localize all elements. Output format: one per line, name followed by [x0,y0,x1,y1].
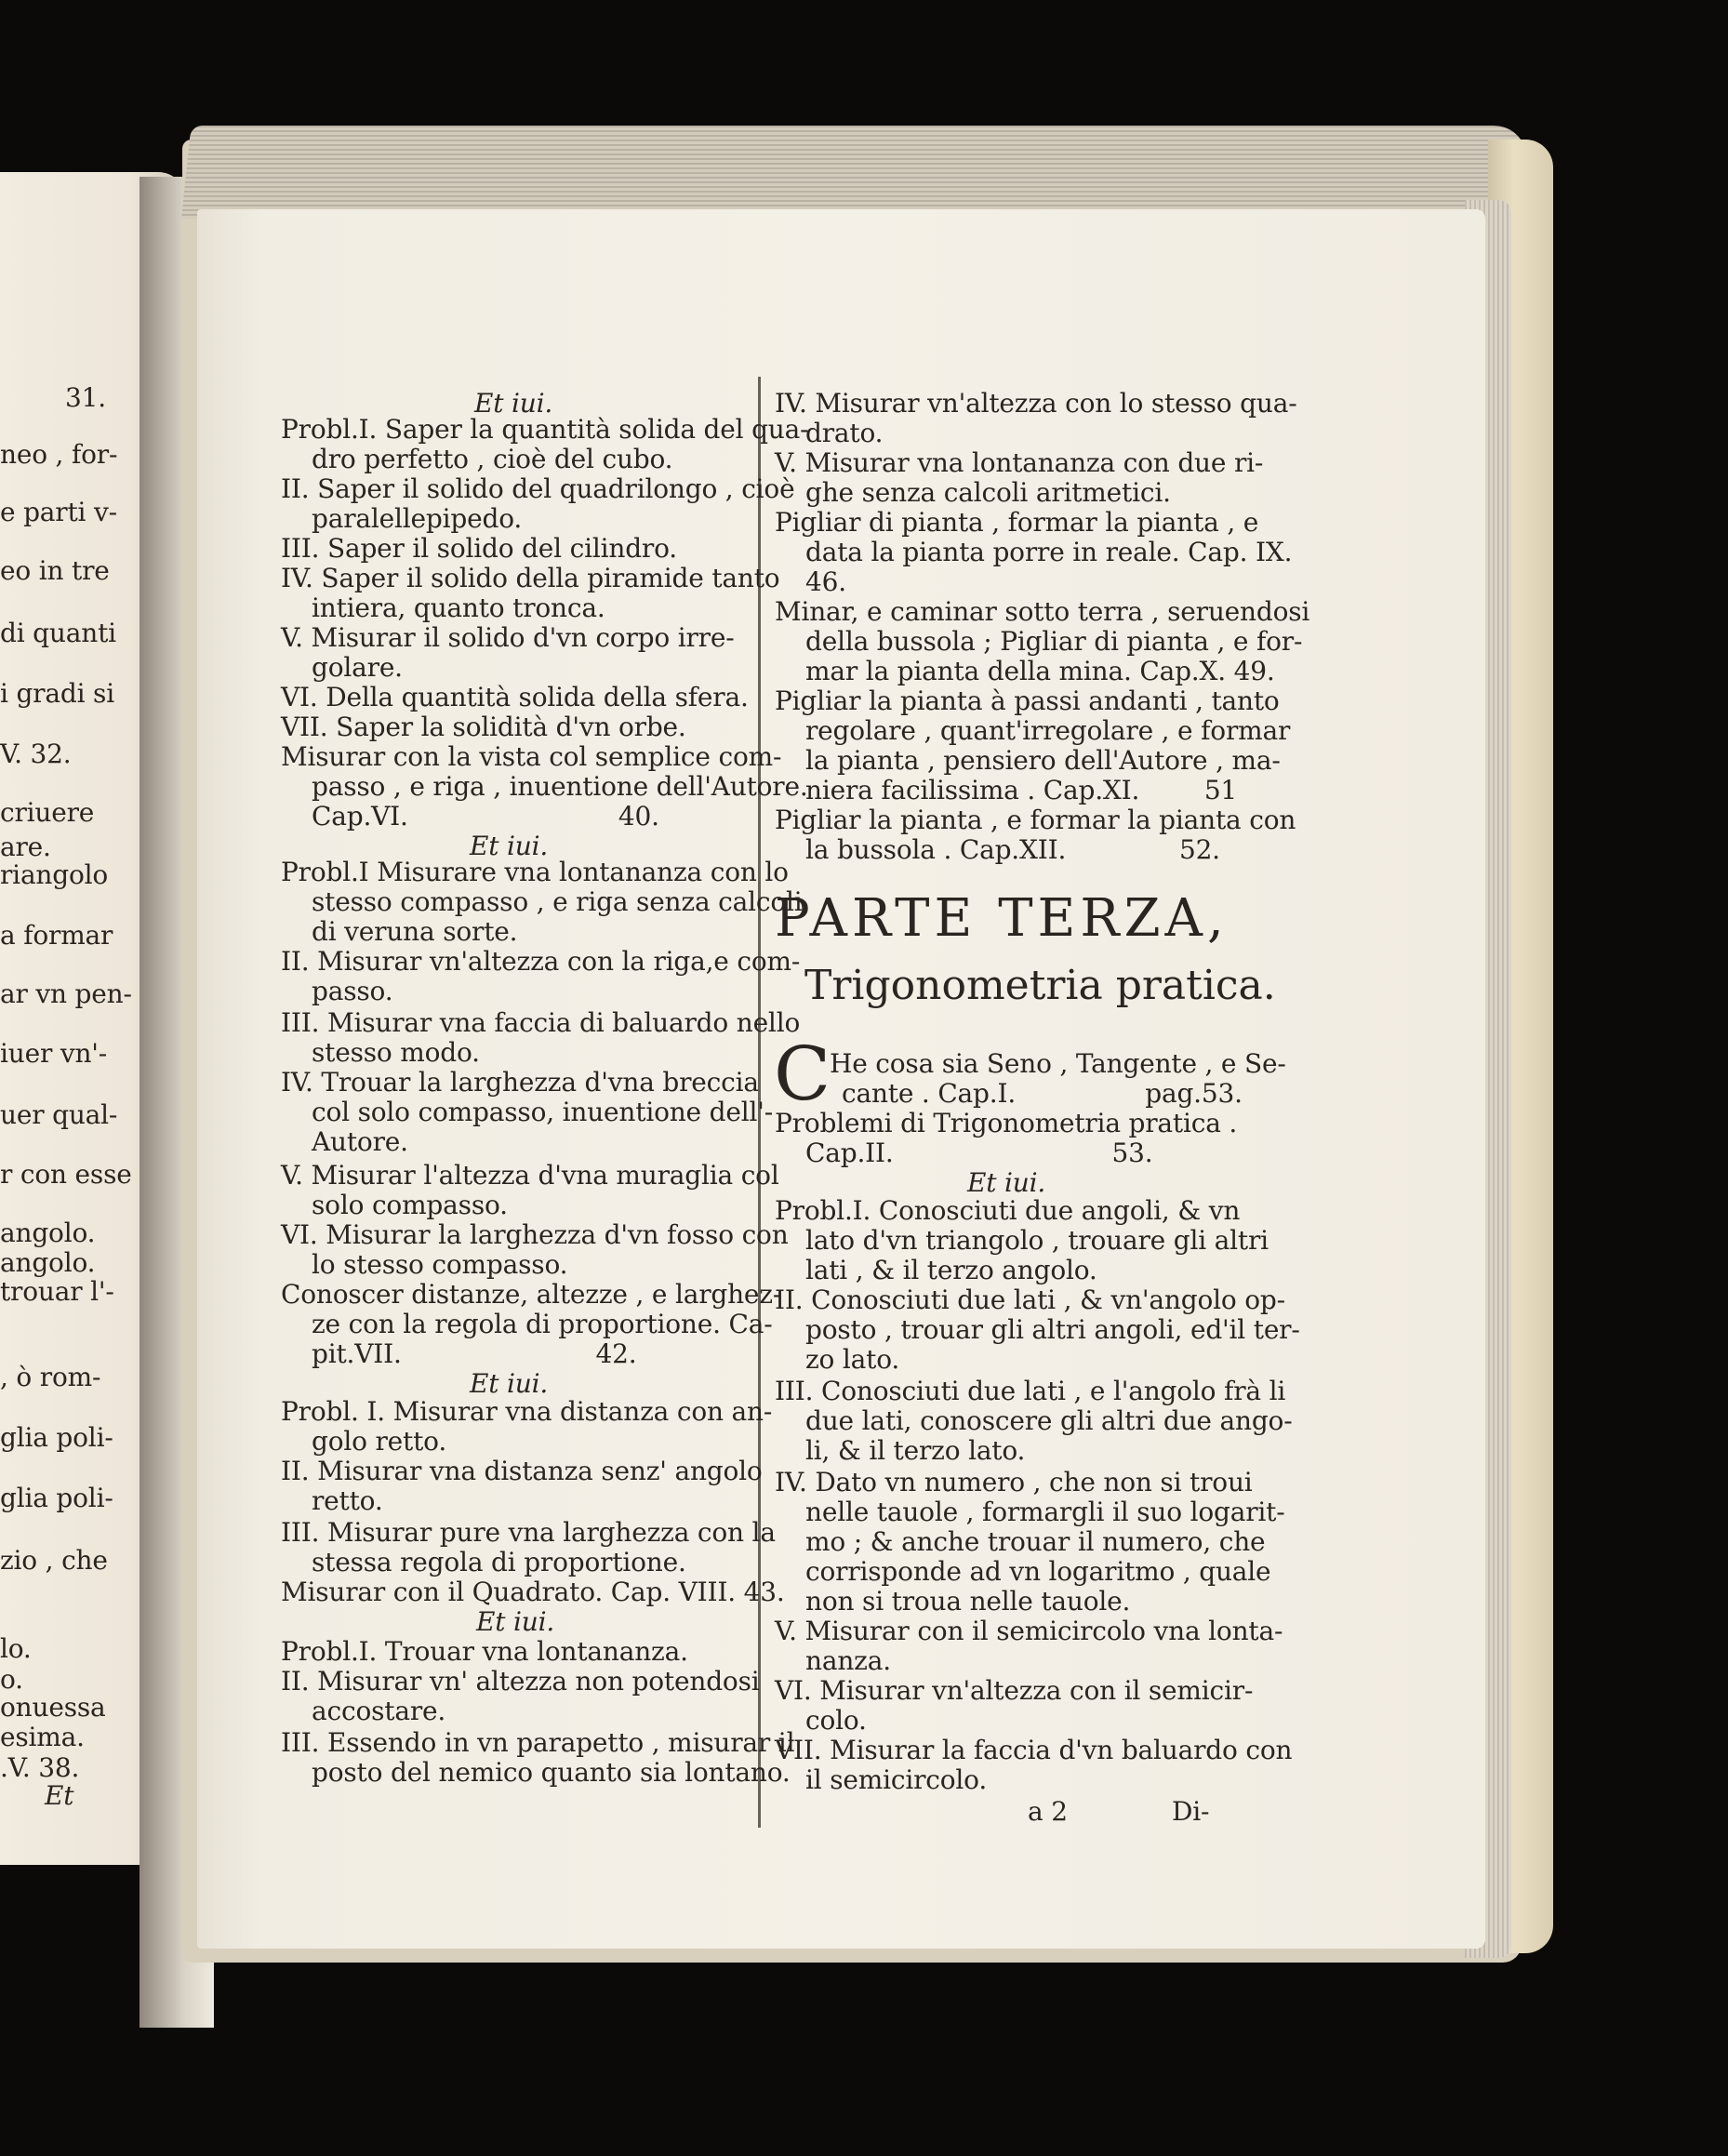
toc-entry: II. Saper il solido del quadrilongo , cioè [281,473,795,504]
toc-entry: VII. Misurar la faccia d'vn baluardo con [775,1735,1293,1765]
toc-entry: Problemi di Trigonometria pratica . [775,1108,1238,1138]
toc-entry: della bussola ; Pigliar di pianta , e for- [805,626,1303,657]
left-fragment: V. 32. [0,739,72,769]
toc-entry: pit.VII. 42. [312,1338,637,1369]
toc-entry: Misurar con la vista col semplice com- [281,741,782,772]
toc-entry: Cap.VI. 40. [312,801,659,832]
left-fragment: di quanti [0,618,116,648]
toc-entry: Misurar con il Quadrato. Cap. VIII. 43. [281,1577,785,1607]
left-fragment: ar vn pen- [0,978,132,1009]
toc-entry: il semicircolo. [805,1764,988,1795]
part-title: PARTE TERZA, [775,888,1229,949]
toc-entry: IV. Saper il solido della piramide tanto [281,563,780,593]
toc-entry: Probl. I. Misurar vna distanza con an- [281,1396,773,1427]
toc-entry: V. Misurar il solido d'vn corpo irre- [281,622,735,653]
toc-entry: ze con la regola di proportione. Ca- [312,1309,773,1339]
left-fragment: uer qual- [0,1099,118,1130]
left-fragment: e parti v- [0,497,117,527]
left-fragment: are. [0,832,51,862]
toc-entry: Minar, e caminar sotto terra , seruendosi [775,596,1310,627]
section-heading: Et iui. [476,1606,555,1637]
left-fragment: o. [0,1664,23,1695]
toc-entry: IV. Trouar la larghezza d'vna breccia [281,1067,759,1098]
left-fragment: .V. 38. [0,1752,80,1783]
left-fragment: onuessa [0,1692,106,1723]
toc-entry: Probl.I. Saper la quantità solida del qua- [281,414,809,445]
toc-entry: III. Conosciuti due lati , e l'angolo frà li [775,1376,1286,1406]
toc-entry: ghe senza calcoli aritmetici. [805,477,1171,508]
toc-entry: data la pianta porre in reale. Cap. IX. [805,537,1293,567]
toc-entry: II. Conosciuti due lati , & vn'angolo op- [775,1284,1285,1315]
toc-entry: Probl.I. Conosciuti due angoli, & vn [775,1195,1241,1226]
toc-entry: III. Saper il solido del cilindro. [281,533,677,564]
toc-entry: dro perfetto , cioè del cubo. [312,444,673,474]
section-heading: Et iui. [470,831,549,861]
toc-entry: regolare , quant'irregolare , e formar [805,715,1291,746]
toc-entry: VII. Saper la solidità d'vn orbe. [281,712,686,742]
left-fragment: neo , for- [0,439,118,470]
toc-entry: V. Misurar con il semicircolo vna lonta- [775,1616,1283,1646]
left-fragment: 31. [65,382,106,413]
left-fragment: riangolo [0,859,109,890]
left-fragment: i gradi si [0,678,114,709]
section-heading: Et iui. [967,1167,1046,1198]
toc-entry: lo stesso compasso. [312,1249,568,1280]
toc-entry: la pianta , pensiero dell'Autore , ma- [805,745,1281,776]
toc-entry: V. Misurar vna lontananza con due ri- [775,447,1264,478]
toc-entry: stesso compasso , e riga senza calcoli [312,886,803,917]
toc-entry: solo compasso. [312,1190,508,1220]
left-fragment: r con esse [0,1159,132,1190]
toc-entry: accostare. [312,1696,446,1726]
toc-entry: II. Misurar vna distanza senz' angolo [281,1456,763,1486]
toc-entry: He cosa sia Seno , Tangente , e Se- [830,1048,1286,1079]
toc-entry: di veruna sorte. [312,916,518,947]
left-fragment: esima. [0,1722,85,1752]
section-heading: Et iui. [474,388,553,419]
part-subtitle: Trigonometria pratica. [804,962,1276,1009]
toc-entry: Cap.II. 53. [805,1138,1153,1168]
drop-cap: C [774,1031,831,1117]
left-fragment: a formar [0,920,113,951]
left-fragment: zio , che [0,1545,108,1576]
toc-entry: intiera, quanto tronca. [312,592,605,623]
toc-entry: passo , e riga , inuentione dell'Autore. [312,771,808,802]
toc-entry: posto , trouar gli altri angoli, ed'il ter- [805,1314,1300,1345]
toc-entry: lati , & il terzo angolo. [805,1255,1097,1285]
toc-entry: niera facilissima . Cap.XI. 51 [805,775,1238,805]
toc-entry: III. Misurar vna faccia di baluardo nello [281,1007,801,1038]
toc-entry: II. Misurar vn'altezza con la riga,e com- [281,946,801,977]
toc-entry: golo retto. [312,1426,447,1457]
page-top-edge [181,126,1531,219]
toc-entry: posto del nemico quanto sia lontano. [312,1757,791,1788]
toc-entry: col solo compasso, inuentione dell'- [312,1097,773,1127]
toc-entry: la bussola . Cap.XII. 52. [805,834,1220,865]
toc-entry: III. Essendo in vn parapetto , misurar il [281,1727,795,1758]
toc-entry: IV. Misurar vn'altezza con lo stesso qua- [775,388,1297,419]
left-fragment: lo. [0,1633,32,1664]
toc-entry: lato d'vn triangolo , trouare gli altri [805,1225,1269,1256]
toc-entry: mo ; & anche trouar il numero, che [805,1526,1266,1557]
toc-entry: li, & il terzo lato. [805,1435,1026,1466]
toc-entry: Autore. [312,1126,408,1157]
toc-entry: zo lato. [805,1344,900,1375]
toc-entry: passo. [312,976,393,1006]
toc-entry: colo. [805,1705,867,1736]
toc-entry: V. Misurar l'altezza d'vna muraglia col [281,1160,779,1191]
left-fragment: criuere [0,797,95,828]
left-fragment: glia poli- [0,1422,113,1453]
left-fragment: iuer vn'- [0,1038,108,1069]
toc-entry: Pigliar di pianta , formar la pianta , e [775,507,1259,538]
signature-mark: a 2 [1028,1796,1068,1827]
catchword: Di- [1172,1796,1210,1827]
left-fragment: angolo. [0,1247,96,1278]
left-fragment: trouar l'- [0,1276,114,1307]
left-fragment: glia poli- [0,1483,113,1513]
toc-entry: VI. Misurar vn'altezza con il semicir- [775,1675,1254,1706]
left-fragment: angolo. [0,1218,96,1248]
toc-entry: Pigliar la pianta à passi andanti , tanto [775,685,1280,716]
toc-entry: stesso modo. [312,1037,480,1068]
toc-entry: II. Misurar vn' altezza non potendosi [281,1666,760,1697]
toc-entry: retto. [312,1485,383,1516]
toc-entry: drato. [805,418,884,448]
left-fragment: eo in tre [0,555,110,586]
toc-entry: stessa regola di proportione. [312,1547,686,1577]
toc-entry: VI. Della quantità solida della sfera. [281,682,749,712]
toc-entry: corrisponde ad vn logaritmo , quale [805,1556,1271,1587]
toc-entry: Conoscer distanze, altezze , e larghez- [281,1279,782,1310]
toc-entry: mar la pianta della mina. Cap.X. 49. [805,656,1275,686]
toc-entry: IV. Dato vn numero , che non si troui [775,1467,1253,1497]
left-fragment: Et [45,1780,74,1811]
toc-entry: Probl.I. Trouar vna lontananza. [281,1636,688,1667]
toc-entry: nelle tauole , formargli il suo logarit- [805,1497,1285,1527]
left-fragment: , ò rom- [0,1362,101,1392]
toc-entry: non si troua nelle tauole. [805,1586,1131,1617]
toc-entry: VI. Misurar la larghezza d'vn fosso con [281,1219,789,1250]
toc-entry: Pigliar la pianta , e formar la pianta con [775,805,1296,835]
toc-entry: Probl.I Misurare vna lontananza con lo [281,857,789,887]
toc-entry: paralellepipedo. [312,503,523,534]
toc-entry: nanza. [805,1645,891,1676]
toc-entry: III. Misurar pure vna larghezza con la [281,1517,776,1548]
toc-entry: 46. [805,566,846,597]
toc-entry: due lati, conoscere gli altri due ango- [805,1405,1293,1436]
section-heading: Et iui. [470,1368,549,1399]
toc-entry: cante . Cap.I. pag.53. [842,1078,1243,1109]
toc-entry: golare. [312,652,403,683]
